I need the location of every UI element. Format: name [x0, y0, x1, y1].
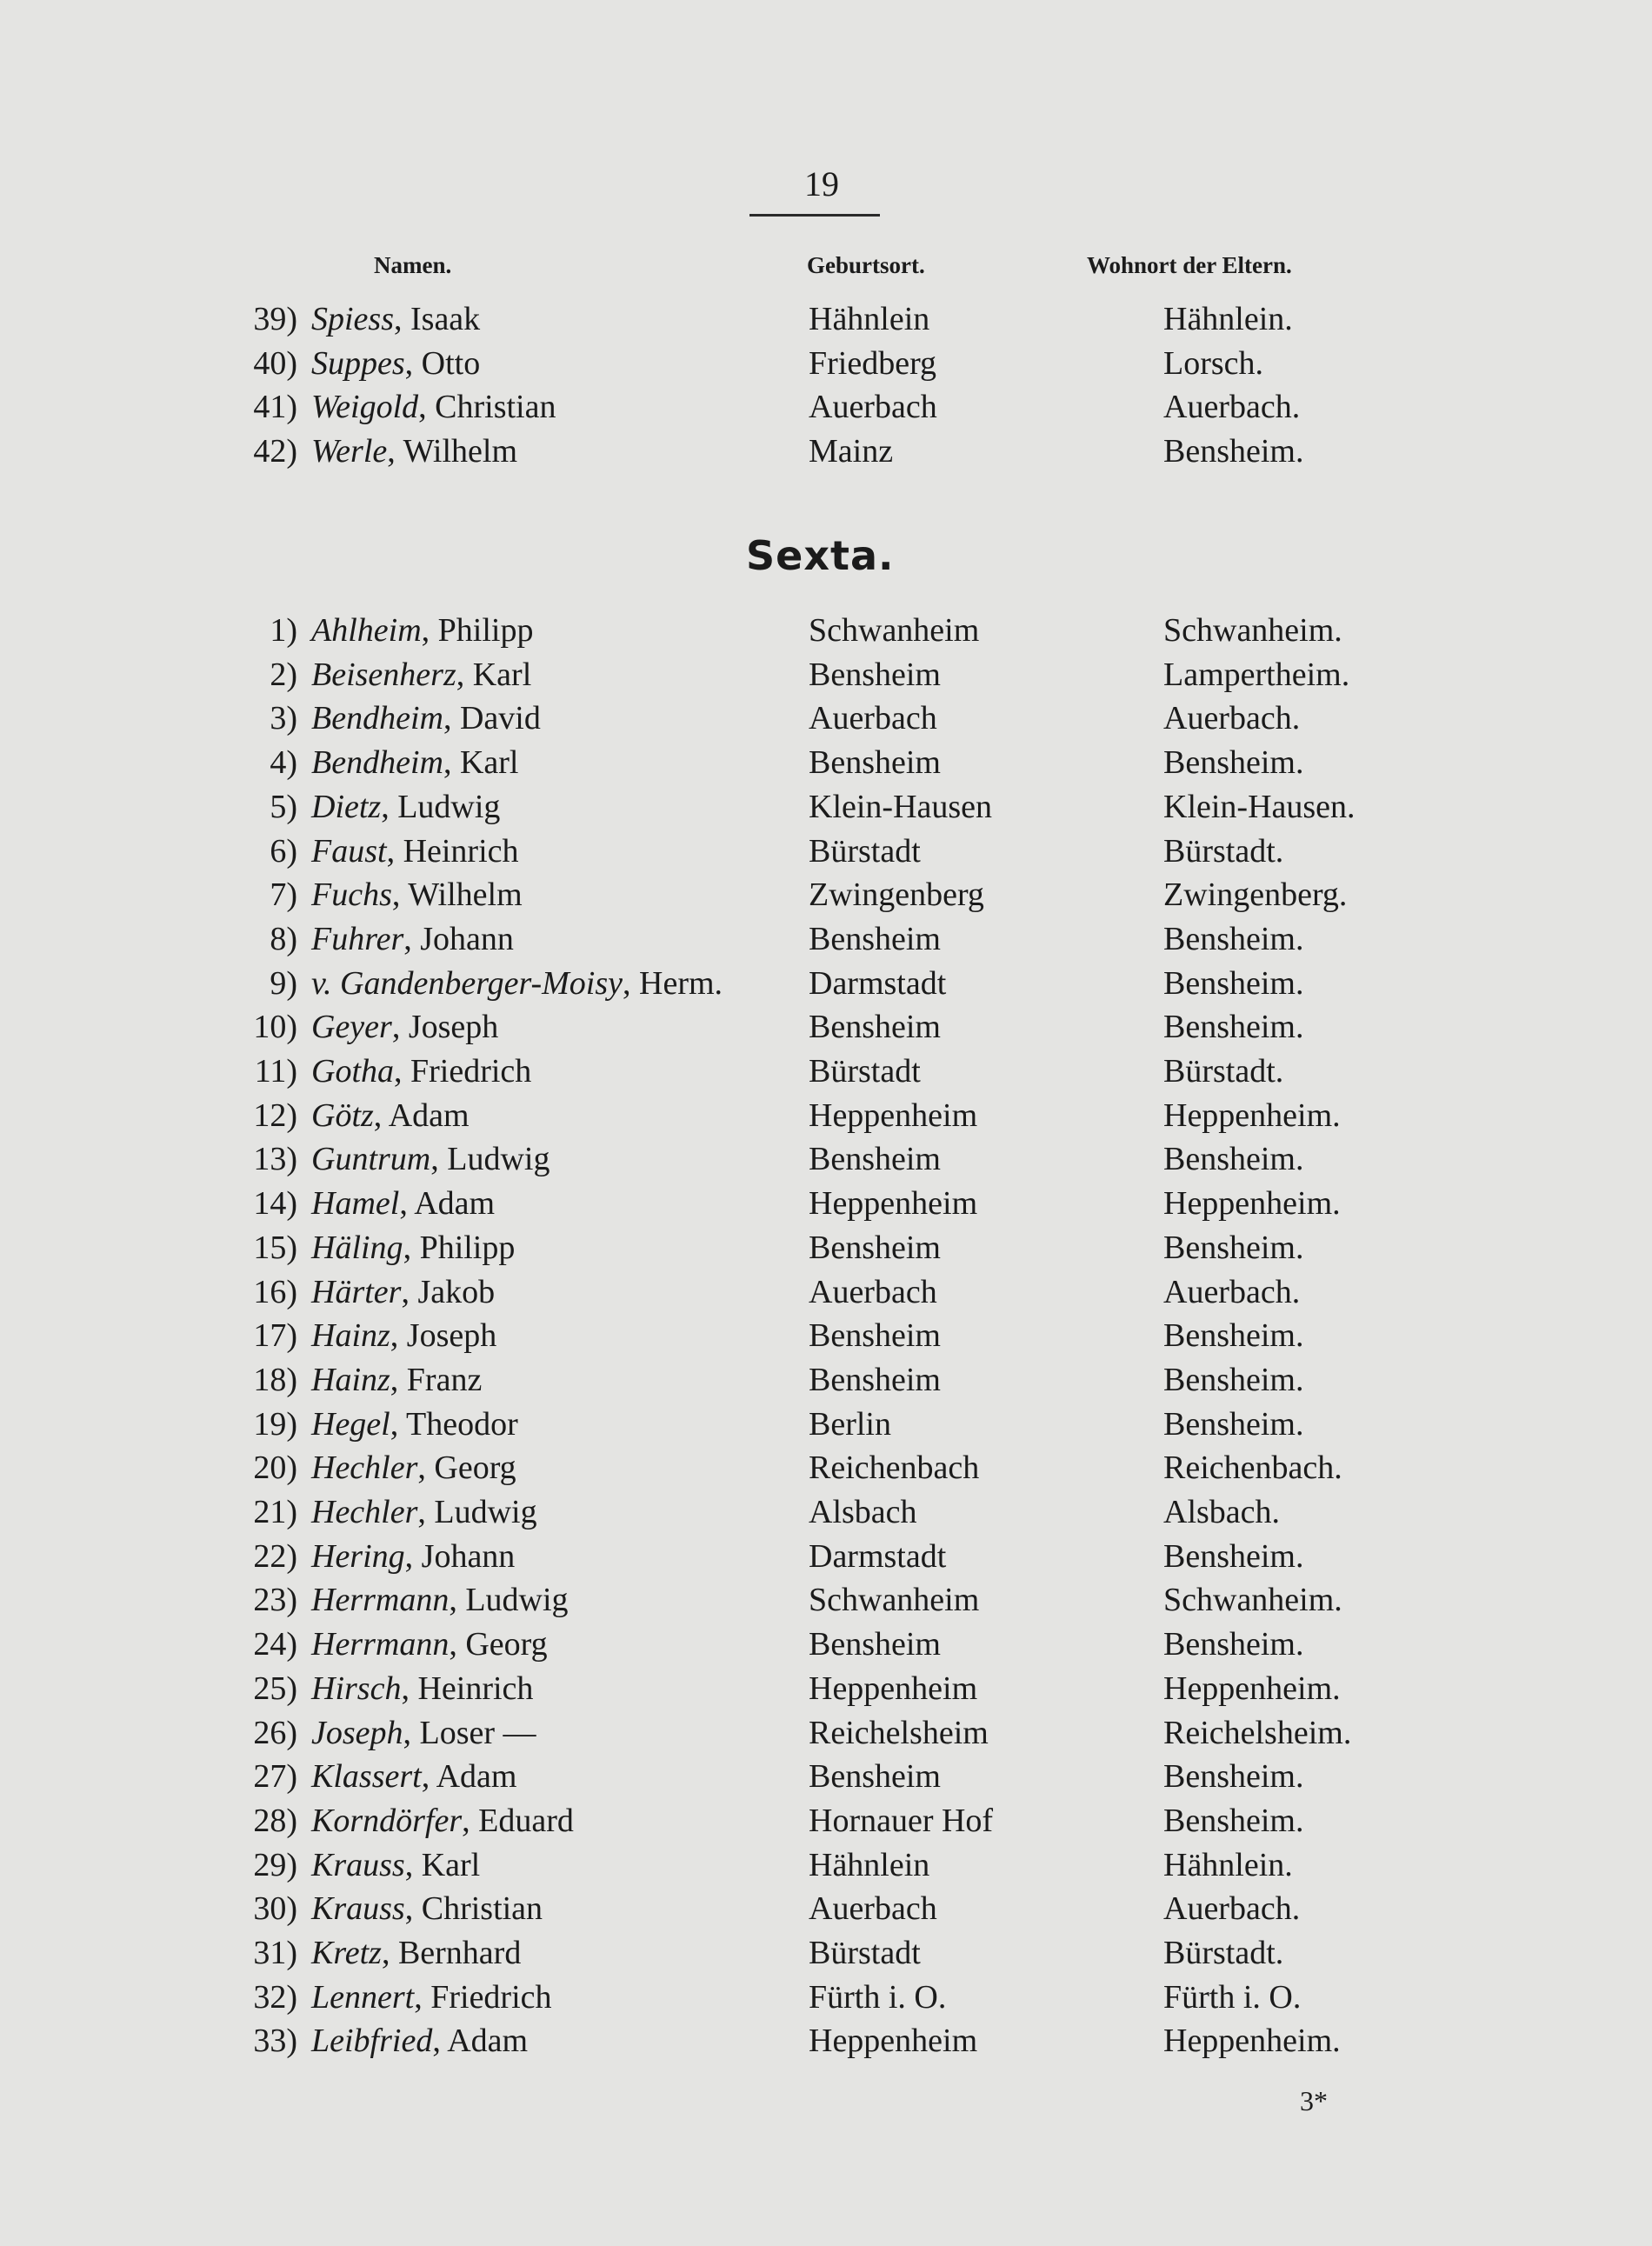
- birthplace: Hähnlein: [809, 301, 930, 337]
- given-name: , Karl: [404, 1846, 481, 1883]
- row-number: 30): [253, 1890, 297, 1928]
- surname: Suppes: [311, 344, 405, 382]
- surname: Beisenherz: [311, 656, 456, 693]
- row-number: 1): [270, 612, 297, 649]
- surname: Hirsch: [311, 1670, 402, 1707]
- surname: Hegel: [311, 1405, 390, 1443]
- residence: Bensheim.: [1163, 744, 1304, 782]
- given-name: , Loser —: [403, 1714, 536, 1751]
- table-row: [0, 1490, 1652, 1534]
- residence: Auerbach.: [1163, 1273, 1301, 1310]
- given-name: , Philipp: [421, 612, 534, 649]
- row-number: 41): [253, 389, 297, 426]
- row-number: 20): [253, 1450, 297, 1487]
- birthplace: Schwanheim: [809, 612, 980, 649]
- given-name: , Heinrich: [401, 1670, 534, 1707]
- row-number: 7): [270, 876, 297, 914]
- table-row: [0, 430, 1652, 473]
- residence: Bürstadt.: [1163, 1935, 1284, 1971]
- surname: Werle: [311, 433, 388, 470]
- table-row: [0, 1226, 1652, 1270]
- given-name: , Bernhard: [381, 1935, 522, 1971]
- residence: Bensheim.: [1163, 964, 1304, 1002]
- row-number: 39): [253, 301, 297, 337]
- birthplace: Mainz: [809, 433, 894, 470]
- surname: Spiess: [311, 301, 394, 337]
- header-residence: Wohnort der Eltern.: [1087, 252, 1292, 278]
- row-number: 15): [253, 1229, 297, 1266]
- surname: Ahlheim: [311, 612, 422, 649]
- surname: Dietz: [311, 788, 382, 825]
- student-name: [311, 1799, 574, 1843]
- given-name: , Joseph: [390, 1317, 497, 1355]
- residence: Schwanheim.: [1163, 612, 1342, 649]
- student-name: [311, 1094, 470, 1137]
- given-name: , Christian: [418, 389, 556, 426]
- surname: Häling: [311, 1229, 403, 1266]
- row-number: 29): [253, 1846, 297, 1883]
- student-name: [311, 1446, 516, 1490]
- residence: Zwingenberg.: [1163, 876, 1348, 914]
- row-number: 9): [270, 964, 297, 1002]
- residence: Bensheim.: [1163, 1626, 1304, 1663]
- row-number: 24): [253, 1626, 297, 1663]
- row-number: 4): [270, 744, 297, 782]
- row-number: 16): [253, 1273, 297, 1310]
- birthplace: Bürstadt: [809, 832, 921, 870]
- given-name: , Adam: [432, 2023, 529, 2060]
- student-name: [311, 785, 500, 829]
- given-name: , Joseph: [391, 1009, 499, 1046]
- birthplace: Reichelsheim: [809, 1714, 989, 1751]
- student-name: [311, 1005, 498, 1049]
- table-row: [0, 342, 1652, 385]
- birthplace: Auerbach: [809, 1273, 937, 1310]
- table-row: [0, 1623, 1652, 1666]
- student-name: [311, 1887, 543, 1930]
- table-row: [0, 962, 1652, 1005]
- residence: Bensheim.: [1163, 1141, 1304, 1178]
- table-row: [0, 1182, 1652, 1225]
- student-name: [311, 1226, 515, 1270]
- surname: Hechler: [311, 1450, 418, 1487]
- surname: Hechler: [311, 1494, 418, 1530]
- student-name: [311, 2019, 528, 2063]
- table-row: [0, 1446, 1652, 1490]
- table-row: [0, 1711, 1652, 1755]
- birthplace: Darmstadt: [809, 964, 947, 1002]
- surname: Leibfried: [311, 2023, 433, 2060]
- birthplace: Bürstadt: [809, 1053, 921, 1090]
- student-name: [311, 1050, 531, 1093]
- surname: Hainz: [311, 1317, 390, 1355]
- surname: Hamel: [311, 1185, 400, 1223]
- student-name: [311, 342, 480, 385]
- header-name: Namen.: [374, 252, 452, 278]
- surname: Götz: [311, 1096, 374, 1134]
- residence: Auerbach.: [1163, 700, 1301, 737]
- birthplace: Bensheim: [809, 656, 941, 693]
- surname: Fuhrer: [311, 920, 404, 957]
- student-name: [311, 385, 556, 429]
- birthplace: Heppenheim: [809, 2023, 978, 2060]
- birthplace: Friedberg: [809, 344, 937, 382]
- row-number: 17): [253, 1317, 297, 1355]
- given-name: , Friedrich: [394, 1053, 532, 1090]
- birthplace: Schwanheim: [809, 1582, 980, 1619]
- residence: Bensheim.: [1163, 1802, 1304, 1839]
- residence: Bensheim.: [1163, 1758, 1304, 1796]
- table-row: [0, 917, 1652, 961]
- residence: Heppenheim.: [1163, 1096, 1341, 1134]
- student-name: [311, 1578, 569, 1622]
- row-number: 33): [253, 2023, 297, 2060]
- row-number: 42): [253, 433, 297, 470]
- given-name: , Adam: [421, 1758, 517, 1796]
- residence: Auerbach.: [1163, 389, 1301, 426]
- surname: Kretz: [311, 1935, 382, 1971]
- row-number: 2): [270, 656, 297, 693]
- birthplace: Bensheim: [809, 1758, 941, 1796]
- student-name: [311, 609, 533, 652]
- birthplace: Heppenheim: [809, 1185, 978, 1223]
- residence: Heppenheim.: [1163, 1670, 1341, 1707]
- residence: Bensheim.: [1163, 1317, 1304, 1355]
- residence: Bensheim.: [1163, 920, 1304, 957]
- surname: Gotha: [311, 1053, 394, 1090]
- given-name: , Ludwig: [449, 1582, 569, 1619]
- given-name: , Karl: [456, 656, 532, 693]
- table-row: [0, 1843, 1652, 1887]
- student-name: [311, 1535, 515, 1578]
- residence: Heppenheim.: [1163, 2023, 1341, 2060]
- table-row: [0, 1535, 1652, 1578]
- surname: Lennert: [311, 1978, 415, 2016]
- student-name: [311, 297, 480, 341]
- row-number: 25): [253, 1670, 297, 1707]
- birthplace: Heppenheim: [809, 1096, 978, 1134]
- section-title: Sexta.: [746, 532, 895, 579]
- given-name: , Georg: [417, 1450, 516, 1487]
- table-row: [0, 1887, 1652, 1930]
- student-name: [311, 653, 531, 696]
- row-number: 6): [270, 832, 297, 870]
- surname: Korndörfer: [311, 1802, 463, 1839]
- surname: Herrmann: [311, 1626, 450, 1663]
- birthplace: Bensheim: [809, 920, 941, 957]
- residence: Auerbach.: [1163, 1890, 1301, 1928]
- student-name: [311, 741, 518, 784]
- birthplace: Bensheim: [809, 1141, 941, 1178]
- birthplace: Heppenheim: [809, 1670, 978, 1707]
- table-row: [0, 830, 1652, 873]
- given-name: , Heinrich: [386, 832, 519, 870]
- birthplace: Auerbach: [809, 700, 937, 737]
- birthplace: Auerbach: [809, 1890, 937, 1928]
- residence: Schwanheim.: [1163, 1582, 1342, 1619]
- student-name: [311, 696, 541, 740]
- given-name: , Christian: [404, 1890, 543, 1928]
- row-number: 32): [253, 1978, 297, 2016]
- birthplace: Auerbach: [809, 389, 937, 426]
- student-name: [311, 830, 519, 873]
- given-name: , Ludwig: [417, 1494, 537, 1530]
- given-name: , Jakob: [401, 1273, 496, 1310]
- table-row: [0, 1976, 1652, 2019]
- given-name: , Franz: [390, 1361, 483, 1398]
- given-name: , Johann: [403, 920, 514, 957]
- residence: Bensheim.: [1163, 1537, 1304, 1575]
- row-number: 5): [270, 788, 297, 825]
- table-row: [0, 385, 1652, 429]
- residence: Klein-Hausen.: [1163, 788, 1356, 825]
- student-name: [311, 1314, 496, 1357]
- residence: Bensheim.: [1163, 433, 1304, 470]
- table-row: [0, 1050, 1652, 1093]
- student-name: [311, 873, 523, 916]
- table-row: [0, 1578, 1652, 1622]
- table-row: [0, 1137, 1652, 1181]
- residence: Lampertheim.: [1163, 656, 1350, 693]
- table-row: [0, 1094, 1652, 1137]
- row-number: 40): [253, 344, 297, 382]
- surname: Joseph: [311, 1714, 403, 1751]
- birthplace: Bensheim: [809, 1229, 941, 1266]
- birthplace: Fürth i. O.: [809, 1978, 947, 2016]
- given-name: , Georg: [449, 1626, 548, 1663]
- student-name: [311, 1623, 548, 1666]
- residence: Fürth i. O.: [1163, 1978, 1302, 2016]
- given-name: , Philipp: [403, 1229, 516, 1266]
- student-name: [311, 430, 517, 473]
- given-name: , Adam: [373, 1096, 470, 1134]
- residence: Alsbach.: [1163, 1494, 1281, 1530]
- table-row: [0, 1005, 1652, 1049]
- table-row: [0, 1755, 1652, 1798]
- row-number: 28): [253, 1802, 297, 1839]
- row-number: 21): [253, 1494, 297, 1530]
- residence: Bensheim.: [1163, 1229, 1304, 1266]
- row-number: 13): [253, 1141, 297, 1178]
- given-name: , Ludwig: [430, 1141, 550, 1178]
- given-name: , David: [443, 700, 541, 737]
- birthplace: Bensheim: [809, 1626, 941, 1663]
- given-name: , Johann: [404, 1537, 516, 1575]
- student-name: [311, 962, 723, 1005]
- table-row: [0, 1314, 1652, 1357]
- surname: Härter: [311, 1273, 402, 1310]
- birthplace: Hähnlein: [809, 1846, 930, 1883]
- given-name: , Adam: [399, 1185, 496, 1223]
- surname: Bendheim: [311, 744, 443, 782]
- row-number: 18): [253, 1361, 297, 1398]
- row-number: 8): [270, 920, 297, 957]
- table-row: [0, 741, 1652, 784]
- given-name: , Eduard: [462, 1802, 574, 1839]
- given-name: , Isaak: [394, 301, 481, 337]
- surname: Krauss: [311, 1846, 405, 1883]
- student-name: [311, 1182, 495, 1225]
- birthplace: Berlin: [809, 1405, 891, 1443]
- surname: Hainz: [311, 1361, 390, 1398]
- row-number: 26): [253, 1714, 297, 1751]
- residence: Bürstadt.: [1163, 1053, 1284, 1090]
- birthplace: Bensheim: [809, 1317, 941, 1355]
- student-name: [311, 1270, 495, 1314]
- birthplace: Darmstadt: [809, 1537, 947, 1575]
- residence: Bensheim.: [1163, 1009, 1304, 1046]
- surname: Hering: [311, 1537, 405, 1575]
- given-name: , Friedrich: [414, 1978, 552, 2016]
- table-row: [0, 873, 1652, 916]
- surname: Herrmann: [311, 1582, 450, 1619]
- birthplace: Alsbach: [809, 1494, 917, 1530]
- surname: Weigold: [311, 389, 419, 426]
- page-number-rule: [749, 214, 880, 217]
- residence: Hähnlein.: [1163, 301, 1293, 337]
- given-name: , Wilhelm: [387, 433, 518, 470]
- table-row: [0, 785, 1652, 829]
- row-number: 11): [254, 1053, 297, 1090]
- row-number: 14): [253, 1185, 297, 1223]
- birthplace: Hornauer Hof: [809, 1802, 994, 1839]
- row-number: 10): [253, 1009, 297, 1046]
- row-number: 23): [253, 1582, 297, 1619]
- surname: Krauss: [311, 1890, 405, 1928]
- row-number: 3): [270, 700, 297, 737]
- table-row: [0, 609, 1652, 652]
- surname: Geyer: [311, 1009, 392, 1046]
- student-name: [311, 1667, 533, 1710]
- page-number: 19: [804, 164, 839, 203]
- student-name: [311, 1403, 518, 1446]
- surname: Faust: [311, 832, 387, 870]
- row-number: 31): [253, 1935, 297, 1971]
- residence: Heppenheim.: [1163, 1185, 1341, 1223]
- surname: v. Gandenberger-Moisy: [311, 964, 623, 1002]
- birthplace: Bürstadt: [809, 1935, 921, 1971]
- table-row: [0, 1799, 1652, 1843]
- row-number: 12): [253, 1096, 297, 1134]
- given-name: , Otto: [404, 344, 481, 382]
- birthplace: Reichenbach: [809, 1450, 980, 1487]
- birthplace: Bensheim: [809, 1361, 941, 1398]
- table-row: [0, 1403, 1652, 1446]
- table-row: [0, 2019, 1652, 2063]
- birthplace: Klein-Hausen: [809, 788, 993, 825]
- surname: Klassert: [311, 1758, 422, 1796]
- table-row: [0, 696, 1652, 740]
- row-number: 27): [253, 1758, 297, 1796]
- given-name: , Karl: [443, 744, 519, 782]
- residence: Bensheim.: [1163, 1361, 1304, 1398]
- row-number: 22): [253, 1537, 297, 1575]
- table-row: [0, 653, 1652, 696]
- given-name: , Herm.: [623, 964, 723, 1002]
- residence: Reichenbach.: [1163, 1450, 1342, 1487]
- residence: Bensheim.: [1163, 1405, 1304, 1443]
- surname: Bendheim: [311, 700, 443, 737]
- header-birthplace: Geburtsort.: [807, 252, 925, 278]
- table-row: [0, 297, 1652, 341]
- table-row: [0, 1667, 1652, 1710]
- birthplace: Zwingenberg: [809, 876, 984, 914]
- given-name: , Wilhelm: [391, 876, 523, 914]
- given-name: , Ludwig: [381, 788, 501, 825]
- residence: Reichelsheim.: [1163, 1714, 1352, 1751]
- table-row: [0, 1270, 1652, 1314]
- student-name: [311, 1755, 516, 1798]
- sheet-signature: 3*: [1300, 2085, 1328, 2116]
- residence: Bürstadt.: [1163, 832, 1284, 870]
- given-name: , Theodor: [390, 1405, 518, 1443]
- birthplace: Bensheim: [809, 1009, 941, 1046]
- residence: Lorsch.: [1163, 344, 1264, 382]
- table-row: [0, 1931, 1652, 1975]
- student-name: [311, 1711, 536, 1755]
- student-name: [311, 1358, 482, 1402]
- surname: Guntrum: [311, 1141, 431, 1178]
- student-name: [311, 1931, 521, 1975]
- student-name: [311, 1843, 480, 1887]
- table-row: [0, 1358, 1652, 1402]
- residence: Hähnlein.: [1163, 1846, 1293, 1883]
- row-number: 19): [253, 1405, 297, 1443]
- student-name: [311, 1490, 537, 1534]
- student-name: [311, 917, 514, 961]
- student-name: [311, 1137, 550, 1181]
- birthplace: Bensheim: [809, 744, 941, 782]
- surname: Fuchs: [311, 876, 392, 914]
- student-name: [311, 1976, 552, 2019]
